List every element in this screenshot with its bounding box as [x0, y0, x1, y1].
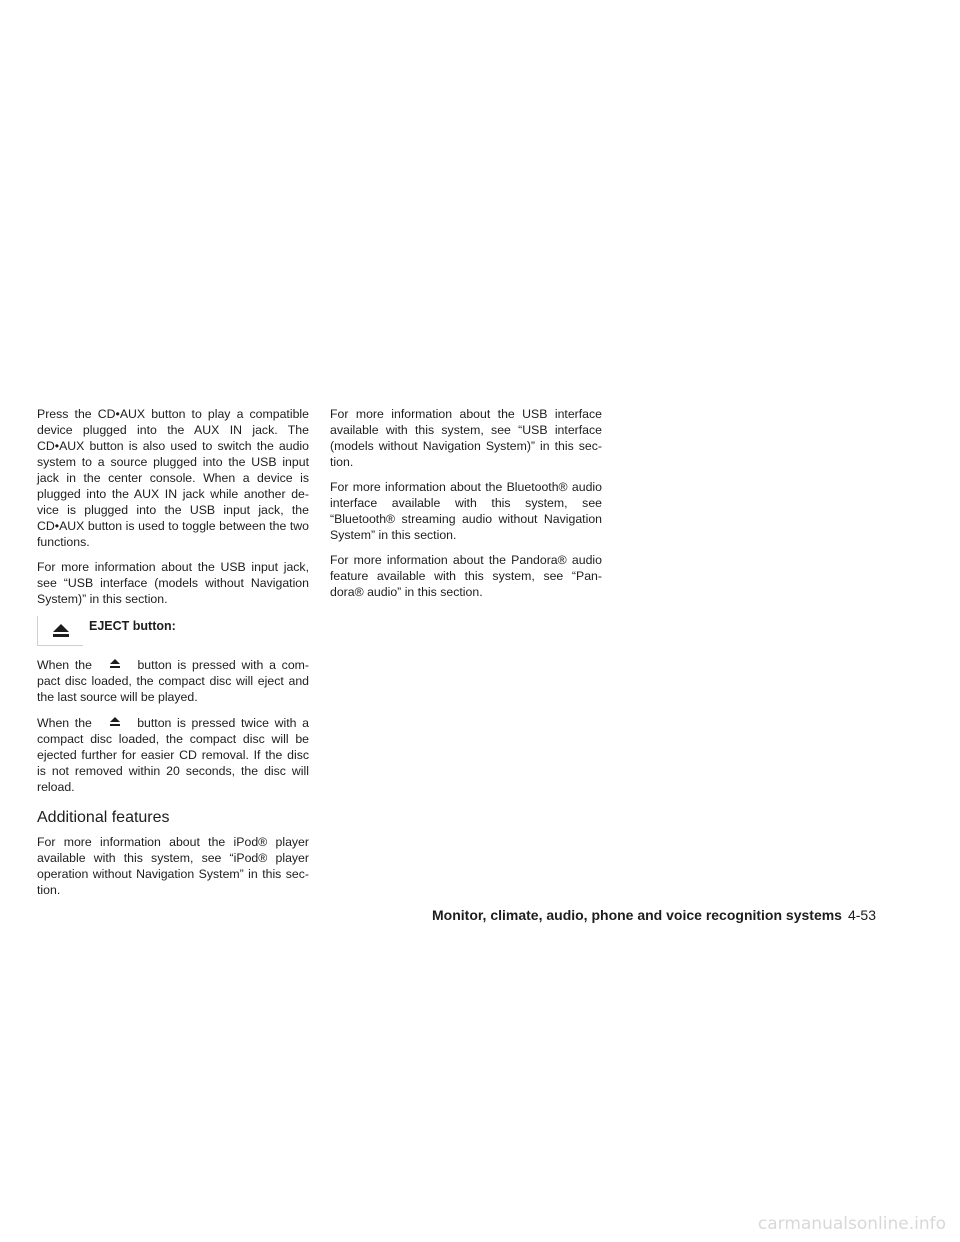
usb-reference-paragraph: For more information about the USB input jack, see “USB interface (models without Navigation System)” in this section. — [37, 560, 309, 606]
cd-aux-paragraph: Press the CD•AUX button to play a compatible device plugged into the AUX IN jack. The CD•AUX button is also used to switch the audio system to a source plugged into the USB input jack in the center console. When a device is plugged into the AUX IN jack while another de-vice is plugged into the USB input jack, the CD•AUX button is used to toggle between the two functions. — [37, 407, 309, 549]
eject-icon — [102, 714, 128, 728]
footer-section-title: Monitor, climate, audio, phone and voice recognition systems — [432, 907, 842, 923]
page-footer — [432, 906, 882, 924]
eject-paragraph-1 — [37, 656, 309, 705]
eject-paragraph-2 — [37, 714, 309, 795]
left-column — [37, 406, 309, 907]
watermark-text: carmanualsonline.info — [757, 1214, 946, 1234]
watermark — [728, 1211, 948, 1235]
right-column — [330, 406, 602, 609]
eject-paragraph-1-suffix: button is pressed with a com-pact disc loaded, the compact disc will eject and the last source will be played. — [37, 658, 310, 704]
eject-paragraph-2-prefix: When the — [37, 716, 92, 730]
usb-interface-paragraph: For more information about the USB interface available with this system, see “USB interface (models without Navigation System)” in this sec-tion. — [330, 407, 602, 469]
eject-icon — [102, 656, 128, 670]
page-number: 4-53 — [847, 907, 876, 923]
ipod-reference-paragraph: For more information about the iPod® player available with this system, see “iPod® player operation without Navigation System” in this sec-tion. — [37, 835, 309, 897]
eject-heading — [37, 616, 309, 648]
eject-icon — [37, 616, 83, 646]
eject-heading-label: EJECT button: — [89, 619, 176, 633]
eject-paragraph-1-prefix: When the — [37, 658, 92, 672]
watermark-graphic — [728, 1211, 948, 1235]
pandora-audio-paragraph: For more information about the Pandora® audio feature available with this system, see “Pan-dora® audio” in this section. — [330, 553, 602, 599]
bluetooth-audio-paragraph: For more information about the Bluetooth® audio interface available with this system, see “Bluetooth® streaming audio without Navigation System” in this section. — [330, 480, 602, 542]
additional-features-heading: Additional features — [37, 809, 170, 826]
eject-paragraph-2-suffix: button is pressed twice with a compact disc loaded, the compact disc will be ejected further for easier CD removal. If the disc is not removed within 20 seconds, the disc will reload. — [37, 716, 309, 794]
